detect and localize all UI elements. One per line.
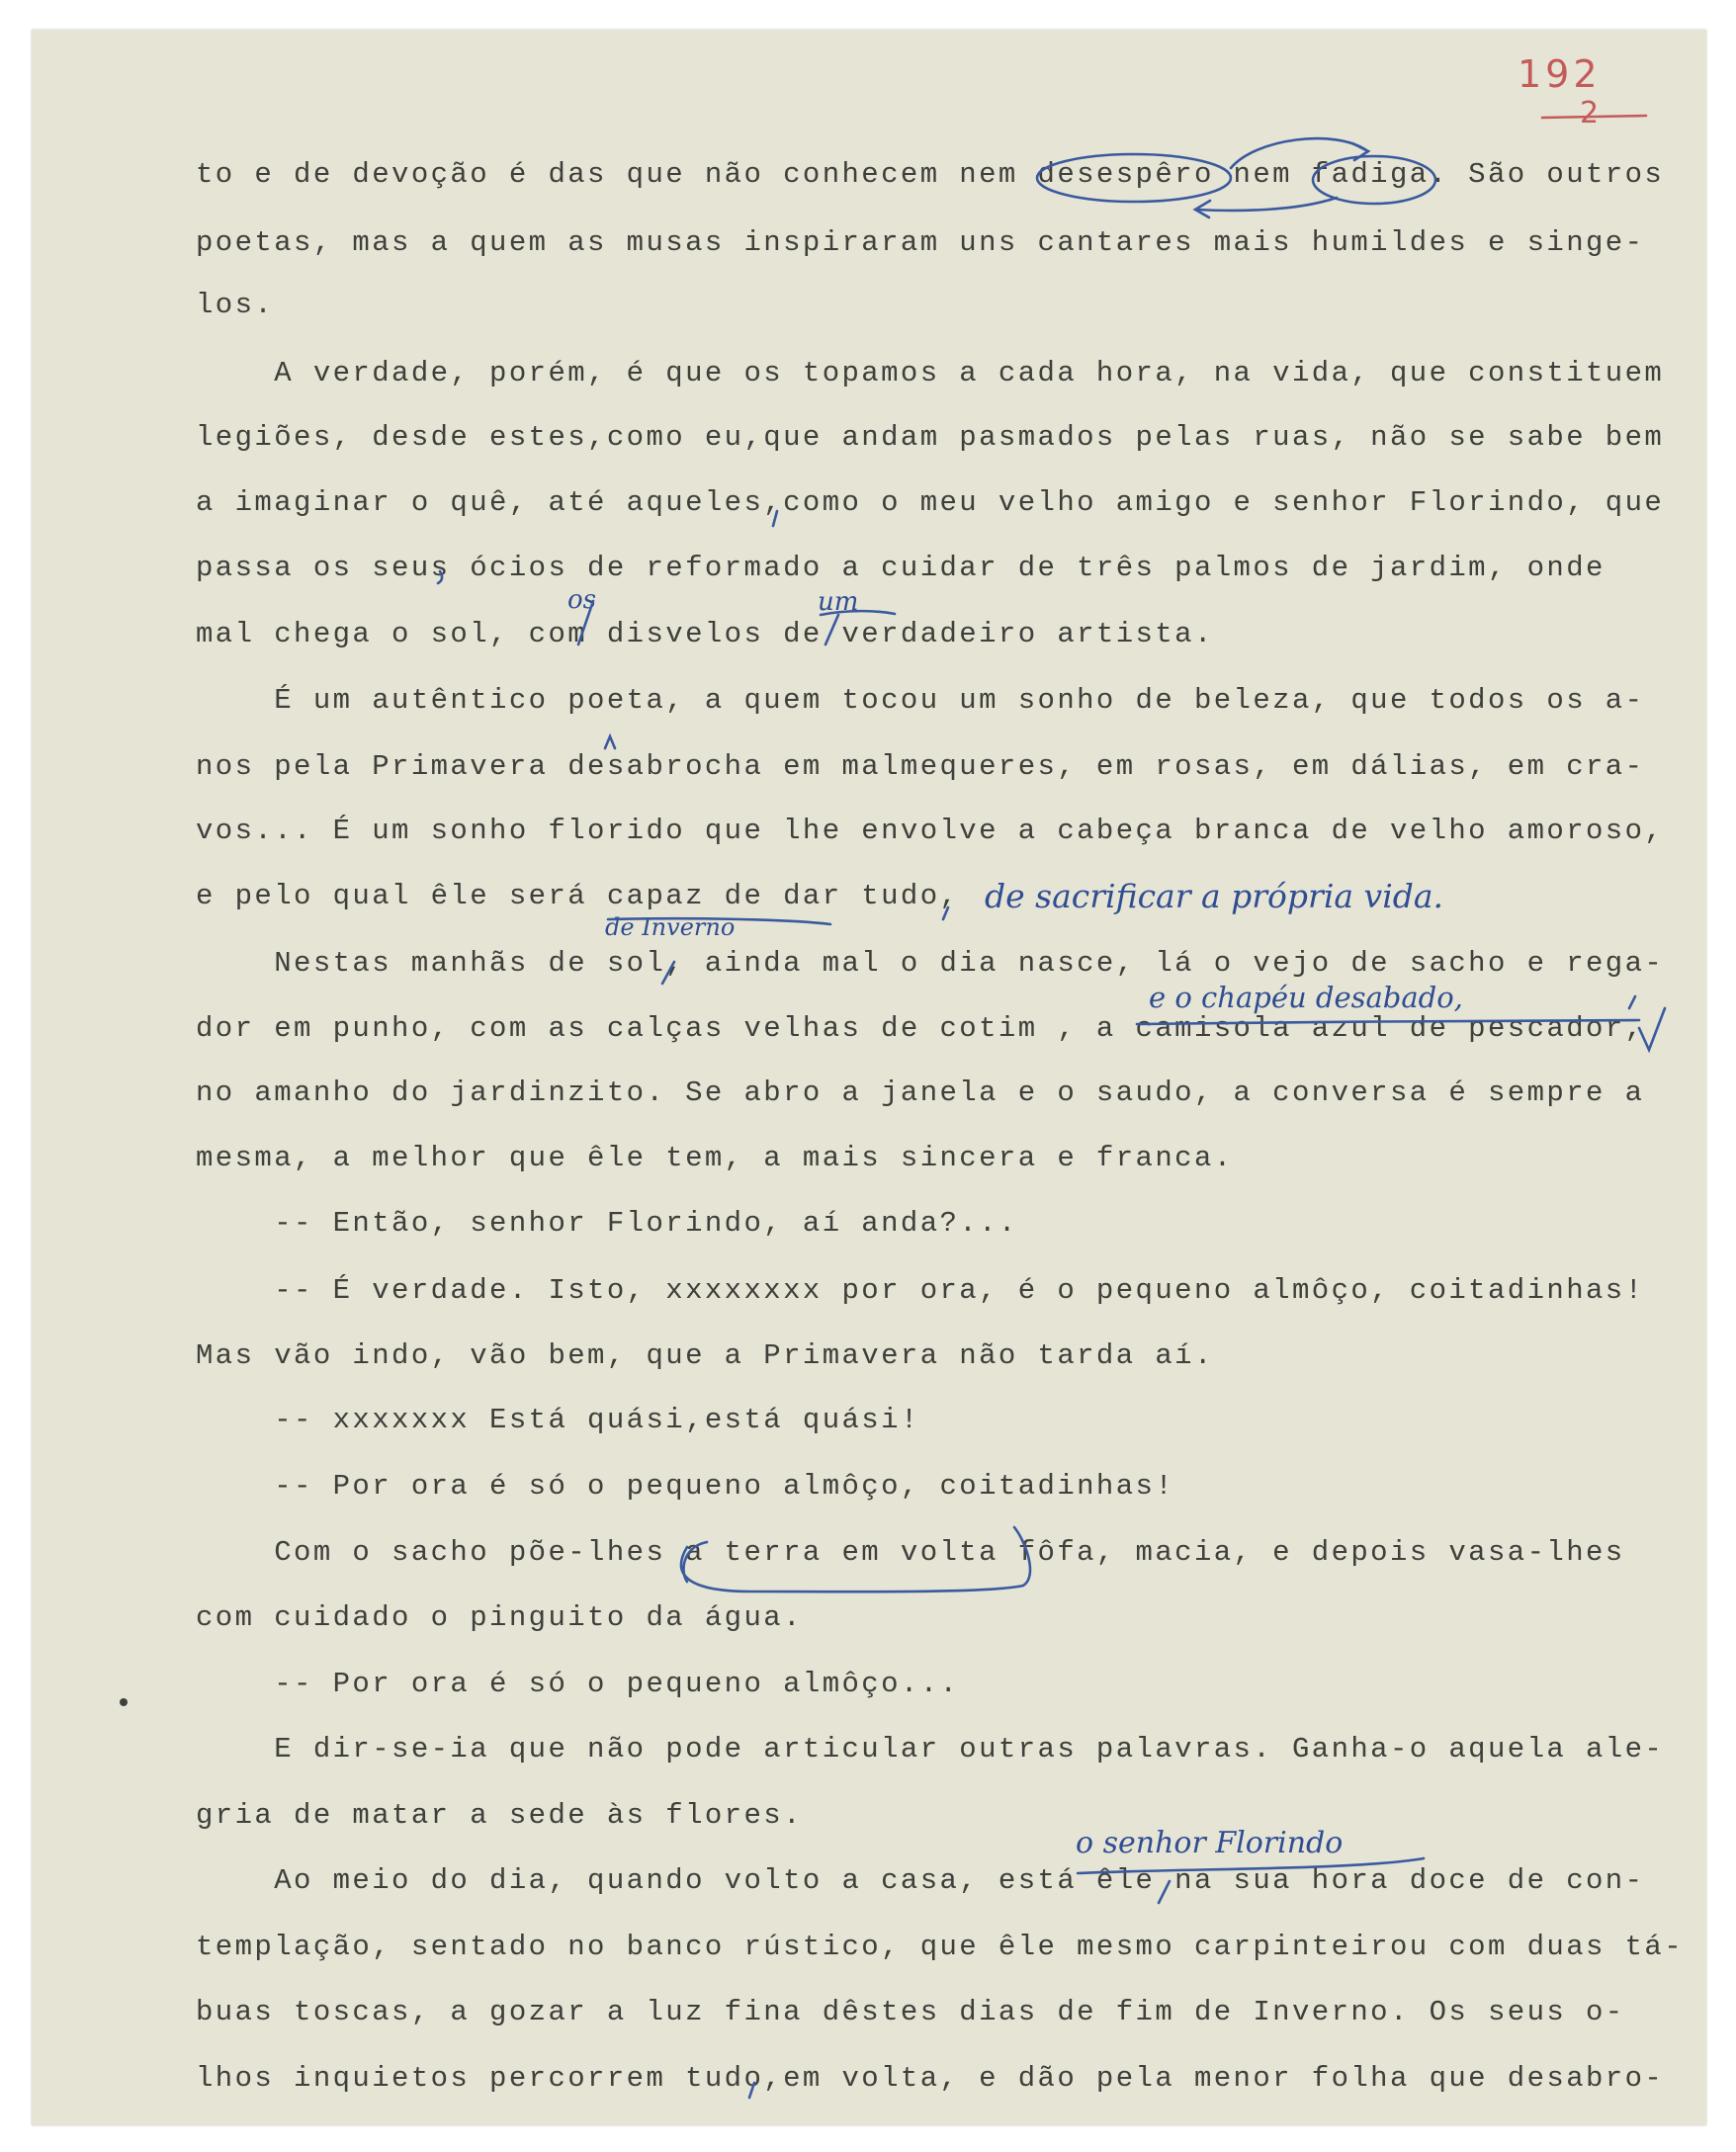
typed-line: templação, sentado no banco rústico, que êle mesmo carpinteirou com duas tá- bbox=[196, 1931, 1685, 1963]
handwritten-insertion-um: um bbox=[818, 587, 859, 617]
typed-line: Nestas manhãs de sol, ainda mal o dia nasce, lá o vejo de sacho e rega- bbox=[196, 947, 1665, 980]
typed-line: -- É verdade. Isto, xxxxxxxx por ora, é o pequeno almôço, coitadinhas! bbox=[196, 1274, 1645, 1307]
typed-line: nos pela Primavera desabrocha em malmequeres, em rosas, em dálias, em cra- bbox=[196, 750, 1645, 783]
typed-line: É um autêntico poeta, a quem tocou um sonho de beleza, que todos os a- bbox=[196, 684, 1645, 717]
typed-line: -- xxxxxxx Está quási,está quási! bbox=[196, 1404, 920, 1436]
typed-line: mal chega o sol, com disvelos de verdadeiro artista. bbox=[196, 618, 1214, 650]
typed-line: Mas vão indo, vão bem, que a Primavera não tarda aí. bbox=[196, 1339, 1214, 1372]
typed-line: E dir-se-ia que não pode articular outras palavras. Ganha-o aquela ale- bbox=[196, 1733, 1665, 1765]
typed-line: -- Então, senhor Florindo, aí anda?... bbox=[196, 1207, 1018, 1240]
typed-line: -- Por ora é só o pequeno almôço, coitadinhas! bbox=[196, 1470, 1175, 1503]
typed-line: los. bbox=[196, 289, 275, 321]
typed-line: lhos inquietos percorrem tudo,em volta, e dão pela menor folha que desabro- bbox=[196, 2062, 1665, 2095]
typed-line: vos... É um sonho florido que lhe envolve a cabeça branca de velho amoroso, bbox=[196, 815, 1665, 847]
typed-line: to e de devoção é das que não conhecem nem desespêro nem fadiga. São outros bbox=[196, 158, 1665, 191]
handwritten-insertion-inverno: de Inverno bbox=[605, 913, 736, 941]
page-number: 192 bbox=[1518, 52, 1602, 96]
old-page-number: 2 bbox=[1580, 96, 1600, 130]
typed-line: legiões, desde estes,como eu,que andam pasmados pelas ruas, não se sabe bem bbox=[196, 421, 1665, 454]
typed-line: -- Por ora é só o pequeno almôço... bbox=[196, 1668, 960, 1700]
typed-line: com cuidado o pinguito da água. bbox=[196, 1601, 803, 1634]
handwritten-insertion-florindo: o senhor Florindo bbox=[1076, 1826, 1344, 1860]
typed-line: buas toscas, a gozar a luz fina dêstes dias de fim de Inverno. Os seus o- bbox=[196, 1996, 1625, 2028]
handwritten-insertion-chapeu: e o chapéu desabado, bbox=[1149, 981, 1463, 1014]
typed-line: no amanho do jardinzito. Se abro a janela e o saudo, a conversa é sempre a bbox=[196, 1076, 1645, 1109]
typed-line: a imaginar o quê, até aqueles,como o meu velho amigo e senhor Florindo, que bbox=[196, 486, 1665, 519]
typed-line: Com o sacho põe-lhes a terra em volta fôfa, macia, e depois vasa-lhes bbox=[196, 1536, 1625, 1569]
typed-line: Ao meio do dia, quando volto a casa, está êle na sua hora doce de con- bbox=[196, 1864, 1645, 1897]
handwritten-insertion-os: os bbox=[567, 585, 596, 615]
typed-line: e pelo qual êle será capaz de dar tudo, bbox=[196, 880, 960, 912]
typed-line: passa os seus ócios de reformado a cuidar de três palmos de jardim, onde bbox=[196, 552, 1606, 584]
typed-line: poetas, mas a quem as musas inspiraram uns cantares mais humildes e singe- bbox=[196, 226, 1645, 259]
typed-line: mesma, a melhor que êle tem, a mais sincera e franca. bbox=[196, 1142, 1234, 1174]
typed-line: A verdade, porém, é que os topamos a cada hora, na vida, que constituem bbox=[196, 357, 1665, 389]
typed-line: gria de matar a sede às flores. bbox=[196, 1799, 803, 1832]
handwritten-insertion-sacrificar: de sacrificar a própria vida. bbox=[985, 877, 1444, 915]
typed-line: dor em punho, com as calças velhas de cotim , a camisola azul de pescador, bbox=[196, 1012, 1645, 1045]
